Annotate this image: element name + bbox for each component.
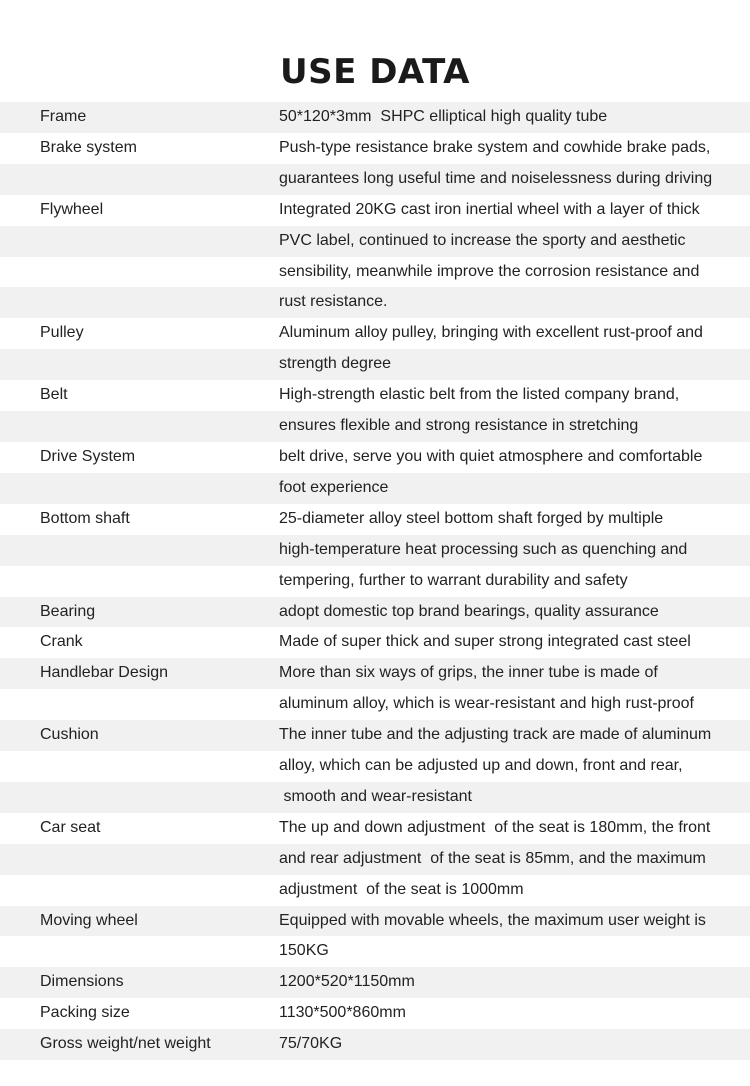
spec-value: alloy, which can be adjusted up and down, front and rear,: [279, 757, 683, 775]
spec-row: [0, 844, 750, 875]
spec-row: [0, 875, 750, 906]
spec-value: strength degree: [279, 355, 392, 373]
spec-row: [0, 349, 750, 380]
spec-row: [0, 226, 750, 257]
spec-value: Made of super thick and super strong integrated cast steel: [279, 633, 691, 651]
spec-row: [0, 257, 750, 288]
spec-label: Car seat: [40, 818, 101, 836]
spec-row: [0, 566, 750, 597]
spec-value: Push-type resistance brake system and cowhide brake pads,: [279, 138, 711, 156]
page-title: USE DATA: [280, 51, 470, 92]
spec-label: Bearing: [40, 602, 96, 620]
spec-row: [0, 133, 750, 164]
spec-value: rust resistance.: [279, 293, 388, 311]
spec-value: 150KG: [279, 942, 329, 960]
spec-row: [0, 473, 750, 504]
spec-value: Aluminum alloy pulley, bringing with excellent rust-proof and: [279, 324, 703, 342]
spec-row: [0, 195, 750, 226]
spec-value: 1200*520*1150mm: [279, 973, 415, 991]
spec-value: high-temperature heat processing such as quenching and: [279, 540, 688, 558]
spec-label: Handlebar Design: [40, 664, 169, 682]
spec-row: [0, 751, 750, 782]
spec-row: [0, 411, 750, 442]
spec-value: tempering, further to warrant durability and safety: [279, 571, 628, 589]
spec-label: Packing size: [40, 1004, 130, 1022]
spec-value: sensibility, meanwhile improve the corrosion resistance and: [279, 262, 700, 280]
spec-value: The inner tube and the adjusting track are made of aluminum: [279, 726, 712, 744]
spec-label: Cushion: [40, 726, 99, 744]
spec-value: 50*120*3mm SHPC elliptical high quality tube: [279, 108, 608, 125]
spec-value: adopt domestic top brand bearings, quality assurance: [279, 602, 659, 620]
spec-value: Equipped with movable wheels, the maximum user weight is: [279, 911, 706, 929]
spec-label: Flywheel: [40, 200, 104, 218]
spec-row: [0, 504, 750, 535]
spec-label: Bottom shaft: [40, 509, 130, 527]
spec-row: [0, 597, 750, 628]
spec-table: [0, 102, 750, 1060]
spec-label: Pulley: [40, 324, 84, 342]
spec-row: [0, 318, 750, 349]
spec-label: Brake system: [40, 138, 137, 156]
spec-value: foot experience: [279, 478, 389, 496]
spec-row: [0, 782, 750, 813]
spec-row: [0, 627, 750, 658]
spec-value: More than six ways of grips, the inner tube is made of: [279, 664, 658, 682]
spec-value: adjustment of the seat is 1000mm: [279, 880, 524, 898]
spec-row: [0, 287, 750, 318]
spec-label: Dimensions: [40, 973, 124, 991]
spec-value: smooth and wear-resistant: [279, 787, 472, 805]
spec-value: 1130*500*860mm: [279, 1004, 406, 1022]
spec-row: [0, 380, 750, 411]
spec-row: [0, 102, 750, 133]
spec-label: Crank: [40, 633, 83, 651]
spec-value: ensures flexible and strong resistance in stretching: [279, 417, 639, 435]
spec-row: [0, 442, 750, 473]
spec-row: [0, 720, 750, 751]
spec-value: Integrated 20KG cast iron inertial wheel with a layer of thick: [279, 200, 700, 218]
spec-row: [0, 1029, 750, 1060]
spec-row: [0, 535, 750, 566]
spec-value: PVC label, continued to increase the sporty and aesthetic: [279, 231, 686, 249]
spec-value: aluminum alloy, which is wear-resistant and high rust-proof: [279, 695, 694, 713]
spec-row: [0, 164, 750, 195]
spec-label: Belt: [40, 386, 68, 404]
spec-label: Drive System: [40, 447, 136, 465]
spec-row: [0, 906, 750, 937]
spec-value: and rear adjustment of the seat is 85mm, and the maximum: [279, 849, 706, 867]
spec-label: Gross weight/net weight: [40, 1035, 211, 1053]
spec-value: guarantees long useful time and noiselessness during driving: [279, 169, 713, 187]
spec-value: 75/70KG: [279, 1035, 343, 1053]
spec-label: Moving wheel: [40, 911, 138, 929]
spec-row: [0, 936, 750, 967]
spec-row: [0, 658, 750, 689]
spec-value: High-strength elastic belt from the listed company brand,: [279, 386, 680, 404]
spec-value: The up and down adjustment of the seat is 180mm, the front: [279, 818, 711, 836]
spec-value: belt drive, serve you with quiet atmosphere and comfortable: [279, 447, 703, 465]
spec-row: [0, 813, 750, 844]
spec-row: [0, 967, 750, 998]
spec-row: [0, 998, 750, 1029]
spec-value: 25-diameter alloy steel bottom shaft forged by multiple: [279, 509, 664, 527]
spec-label: Frame: [40, 108, 87, 125]
spec-row: [0, 689, 750, 720]
